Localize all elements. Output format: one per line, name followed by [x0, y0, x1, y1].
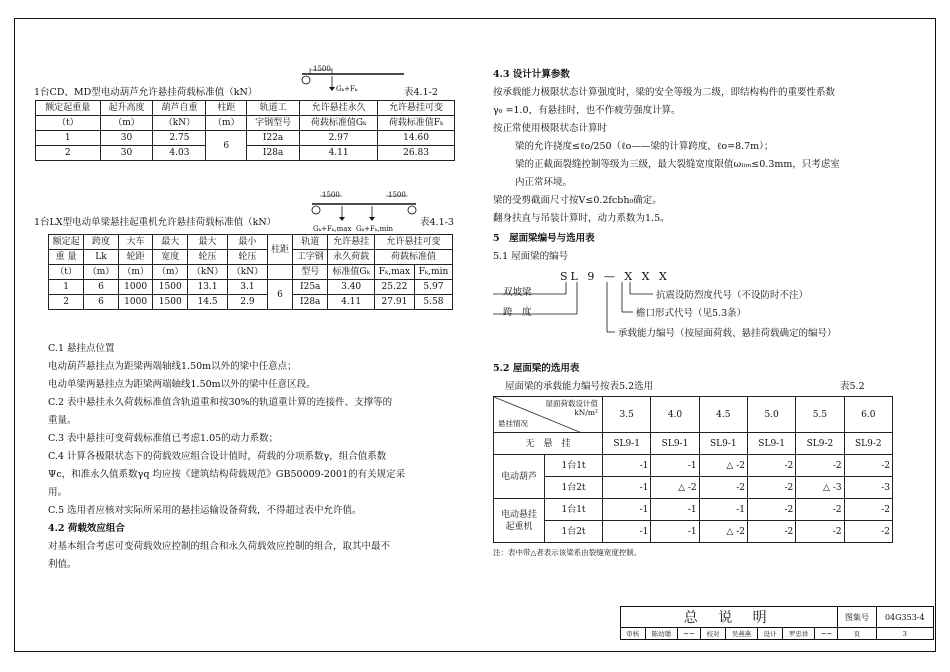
sub-label: 1台2t	[545, 477, 603, 499]
cell: 5.97	[414, 280, 452, 295]
section-heading: 5.1 屋面梁的编号	[493, 251, 569, 262]
cell: I25a	[293, 280, 328, 295]
t1-h2: 字钢型号	[247, 116, 300, 131]
note-line: 利值。	[48, 559, 77, 570]
t2-h: 标准值Gₖ	[328, 265, 375, 280]
cell: -2	[699, 477, 747, 499]
cell: 14.60	[378, 131, 455, 146]
t2-h: 额定起	[49, 235, 84, 250]
cell: 1500	[153, 295, 188, 310]
note-line: 梁的允许挠度≤ℓo/250（ℓo——梁的计算跨度，ℓo=8.7m）；	[515, 141, 774, 152]
table1-diagram-span: 1500	[313, 65, 331, 73]
sub-label: 1台2t	[545, 521, 603, 543]
cell: -2	[844, 455, 892, 477]
table2-diagram-load1: Gₖ+Fₖ,max	[313, 225, 352, 233]
cell: △ -3	[796, 477, 844, 499]
col-header: 6.0	[844, 397, 892, 433]
table2-diagram-load2: Gₖ+Fₖ,min	[356, 225, 394, 233]
table-row	[49, 280, 453, 295]
table1-number: 表4.1-2	[404, 87, 438, 98]
t1-h: 葫芦自重	[153, 101, 206, 116]
note-line: C.3 表中悬挂可变荷载标准值已考虑1.05的动力系数；	[48, 433, 279, 444]
group-label	[494, 499, 545, 543]
t2-h: 重 量	[49, 250, 84, 265]
title-block	[620, 606, 934, 640]
table-row	[494, 477, 893, 499]
t2-h: 允许悬挂可变	[374, 235, 452, 250]
cell: 30	[100, 131, 153, 146]
cell: 6	[267, 280, 292, 310]
cell: 3.1	[227, 280, 267, 295]
cell: -2	[747, 477, 795, 499]
table-row	[36, 131, 455, 146]
note-line: 电动单梁两悬挂点为距梁两端轴线1.50m以外的梁中任意区段。	[48, 379, 316, 390]
cell: SL9-2	[796, 433, 844, 455]
cell: SL9-1	[747, 433, 795, 455]
t1-h: 额定起重量	[36, 101, 101, 116]
t2-h: 轮距	[118, 250, 153, 265]
cell: 6	[84, 280, 119, 295]
signature-mark: ~~	[683, 629, 696, 638]
cell: -1	[651, 499, 699, 521]
cell: -3	[844, 477, 892, 499]
table1-title	[34, 84, 257, 98]
t2-h: 宽度	[153, 250, 188, 265]
corner-top: 屋面荷载设计值	[545, 399, 599, 408]
t1-h: 起升高度	[100, 101, 153, 116]
table1	[35, 100, 455, 161]
cell: -1	[651, 455, 699, 477]
code-label-seismic: 抗震设防烈度代号（不设防时不注）	[656, 290, 809, 301]
t2-h: 荷载标准值	[374, 250, 452, 265]
cell: -1	[603, 455, 651, 477]
cell: 1	[49, 280, 84, 295]
sub-label: 1台1t	[545, 455, 603, 477]
selection-heading: 5.2 屋面梁的选用表	[493, 363, 580, 374]
table1-title-text: 1台CD、MD型电动葫芦允许悬挂荷载标准值（kN）	[34, 87, 258, 98]
cell: -1	[603, 499, 651, 521]
cell: 2.97	[300, 131, 378, 146]
corner-bottom: 悬挂情况	[498, 419, 528, 428]
table-row	[494, 499, 893, 521]
designer-signature	[815, 628, 838, 640]
cell: 2	[49, 295, 84, 310]
table1-diagram-load: Gₖ+Fₖ	[336, 85, 358, 93]
t1-h: 允许悬挂永久	[300, 101, 378, 116]
t1-h: 柱距	[206, 101, 247, 116]
table2-diagram-span1: 1500	[322, 191, 340, 199]
t2-h: 轮压	[227, 250, 267, 265]
signature-mark: ~~	[820, 629, 833, 638]
note-line: 按正常使用极限状态计算时	[493, 123, 608, 134]
note-line: γ₀ =1.0，有悬挂时，也不作疲劳强度计算。	[493, 105, 681, 116]
reviewer-name: 陈幼璠	[645, 628, 678, 640]
table-row	[49, 295, 453, 310]
cell: -2	[747, 521, 795, 543]
t1-h2: （kN）	[153, 116, 206, 131]
reviewer-signature	[678, 628, 701, 640]
table2-number: 表4.1-3	[420, 217, 454, 228]
table2-title: 1台LX型电动单梁悬挂起重机允许悬挂荷载标准值（kN）	[34, 217, 277, 228]
t2-h: （kN）	[227, 265, 267, 280]
section-heading: 4.3 设计计算参数	[493, 69, 570, 80]
cell: 6	[206, 131, 247, 161]
col-header: 4.0	[651, 397, 699, 433]
table-row	[494, 455, 893, 477]
cell: 1	[36, 131, 101, 146]
selection-table	[493, 396, 893, 543]
cell: 4.03	[153, 146, 206, 161]
cell: -2	[796, 521, 844, 543]
cell: △ -2	[651, 477, 699, 499]
cell: 1000	[118, 295, 153, 310]
code-label-double-slope: 双坡梁	[503, 287, 532, 298]
t1-h: 允许悬挂可变	[378, 101, 455, 116]
t2-h: 最小	[227, 235, 267, 250]
cell: 26.83	[378, 146, 455, 161]
t2-h: 大车	[118, 235, 153, 250]
cell: I22a	[247, 131, 300, 146]
t1-h2: （m）	[100, 116, 153, 131]
drawing-title: 总 说 明	[621, 607, 838, 628]
t2-h: （m）	[84, 265, 119, 280]
table2-diagram-span2: 1500	[388, 191, 406, 199]
row-label: 无 悬 挂	[494, 433, 603, 455]
cell: SL9-1	[699, 433, 747, 455]
group-label-line: 电动悬挂	[500, 509, 537, 520]
t2-h: 允许悬挂	[328, 235, 375, 250]
note-line: 对基本组合考虑可变荷载效应控制的组合和永久荷载效应控制的组合，取其中最不	[48, 541, 391, 552]
t1-h2: （t）	[36, 116, 101, 131]
cell: 6	[84, 295, 119, 310]
t1-h2: （m）	[206, 116, 247, 131]
cell: 2	[36, 146, 101, 161]
t2-h: 最大	[188, 235, 228, 250]
cell: 2.75	[153, 131, 206, 146]
page-number: 3	[876, 628, 933, 640]
note-line: Ψc，和准永久值系数γq 均应按《建筑结构荷载规范》GB50009-2001的有关规定采	[48, 469, 406, 480]
page-label: 页	[838, 628, 876, 640]
table2	[48, 234, 453, 310]
t1-h2: 荷载标准值Gₖ	[300, 116, 378, 131]
cell: 25.22	[374, 280, 414, 295]
cell: 4.11	[328, 295, 375, 310]
cell: -2	[796, 499, 844, 521]
t2-h: Lk	[84, 250, 119, 265]
note-line: 梁的受剪截面尺寸按V≤0.2fcbh₀确定。	[493, 195, 662, 206]
cell: SL9-2	[844, 433, 892, 455]
t2-h: （m）	[153, 265, 188, 280]
corner-cell	[494, 397, 603, 433]
t1-h2: 荷载标准值Fₖ	[378, 116, 455, 131]
cell: -2	[844, 521, 892, 543]
group-label-line: 起重机	[505, 521, 533, 532]
group-label: 电动葫芦	[494, 455, 545, 499]
cell: 27.91	[374, 295, 414, 310]
t2-h: Fₖ,min	[414, 265, 452, 280]
t2-h: 轮压	[188, 250, 228, 265]
note-line: 重量。	[48, 415, 77, 426]
selection-table-number: 表5.2	[840, 381, 865, 392]
section-heading: 4.2 荷载效应组合	[48, 523, 125, 534]
selection-subheading: 屋面梁的承载能力编号按表5.2选用	[505, 381, 654, 392]
design-label: 设计	[758, 628, 783, 640]
cell: 13.1	[188, 280, 228, 295]
t2-h: 工字钢	[293, 250, 328, 265]
check-label: 校对	[701, 628, 726, 640]
designer-name: 罗忠祥	[782, 628, 815, 640]
cell: -2	[844, 499, 892, 521]
cell: -2	[796, 455, 844, 477]
note-line: 梁的正截面裂缝控制等级为三级，最大裂缝宽度限值ωₗᵢₘ≤0.3mm，只考虑室	[515, 159, 840, 170]
beam-code: SL 9 — X X X	[560, 270, 670, 283]
note-line: 内正常环境。	[515, 177, 573, 188]
note-line: C.1 悬挂点位置	[48, 343, 115, 354]
code-label-eaves: 檐口形式代号（见5.3条）	[636, 308, 747, 319]
note-line: C.5 选用者应核对实际所采用的悬挂运输设备荷载，不得超过表中允许值。	[48, 505, 362, 516]
t2-h: （t）	[49, 265, 84, 280]
t1-h: 轨道工	[247, 101, 300, 116]
col-header: 5.0	[747, 397, 795, 433]
t2-h: 轨道	[293, 235, 328, 250]
t2-h: 柱距	[267, 235, 292, 265]
table-row	[494, 433, 893, 455]
t2-h: 最大	[153, 235, 188, 250]
cell: 1000	[118, 280, 153, 295]
table-row	[494, 521, 893, 543]
atlas-number: 04G353-4	[876, 607, 933, 628]
cell: -1	[603, 521, 651, 543]
atlas-label: 图集号	[838, 607, 876, 628]
cell: SL9-1	[603, 433, 651, 455]
section-heading: 5 屋面梁编号与选用表	[493, 233, 595, 244]
note-line: 用。	[48, 487, 68, 498]
cell: 14.5	[188, 295, 228, 310]
cell: △ -2	[699, 521, 747, 543]
t2-h: 型号	[293, 265, 328, 280]
selection-note: 注：表中带△者表示该梁系由裂缝宽度控制。	[493, 548, 642, 557]
cell: 2.9	[227, 295, 267, 310]
t2-h: （m）	[118, 265, 153, 280]
cell: 30	[100, 146, 153, 161]
cell: -2	[747, 499, 795, 521]
cell: 5.58	[414, 295, 452, 310]
cell: SL9-1	[651, 433, 699, 455]
cell: △ -2	[699, 455, 747, 477]
note-line: 翻身扶直与吊装计算时，动力系数为1.5。	[493, 213, 670, 224]
t2-h: Fₖ,max	[374, 265, 414, 280]
col-header: 3.5	[603, 397, 651, 433]
note-line: C.4 计算各极限状态下的荷载效应组合设计值时，荷载的分项系数γ，组合值系数	[48, 451, 387, 462]
cell: -1	[651, 521, 699, 543]
cell: 4.11	[300, 146, 378, 161]
code-label-capacity: 承载能力编号（按屋面荷载、悬挂荷载确定的编号）	[618, 328, 837, 339]
t2-h: 永久荷载	[328, 250, 375, 265]
cell: -1	[603, 477, 651, 499]
code-label-span: 跨 度	[503, 307, 532, 318]
checker-name: 吴燕燕	[725, 628, 758, 640]
t2-h: （kN）	[188, 265, 228, 280]
cell: -2	[747, 455, 795, 477]
col-header: 5.5	[796, 397, 844, 433]
review-label: 审核	[621, 628, 646, 640]
cell: I28a	[247, 146, 300, 161]
col-header: 4.5	[699, 397, 747, 433]
t2-h: 跨度	[84, 235, 119, 250]
corner-unit: kN/m²	[574, 408, 599, 417]
sub-label: 1台1t	[545, 499, 603, 521]
note-line: 按承载能力极限状态计算强度时，梁的安全等级为二级，即结构构件的重要性系数	[493, 87, 836, 98]
note-line: C.2 表中悬挂永久荷载标准值含轨道重和按30%的轨道重计算的连接件、支撑等的	[48, 397, 393, 408]
cell: I28a	[293, 295, 328, 310]
cell: -1	[699, 499, 747, 521]
cell: 1500	[153, 280, 188, 295]
note-line: 电动葫芦悬挂点为距梁两端轴线1.50m以外的梁中任意点；	[48, 361, 297, 372]
cell: 3.40	[328, 280, 375, 295]
